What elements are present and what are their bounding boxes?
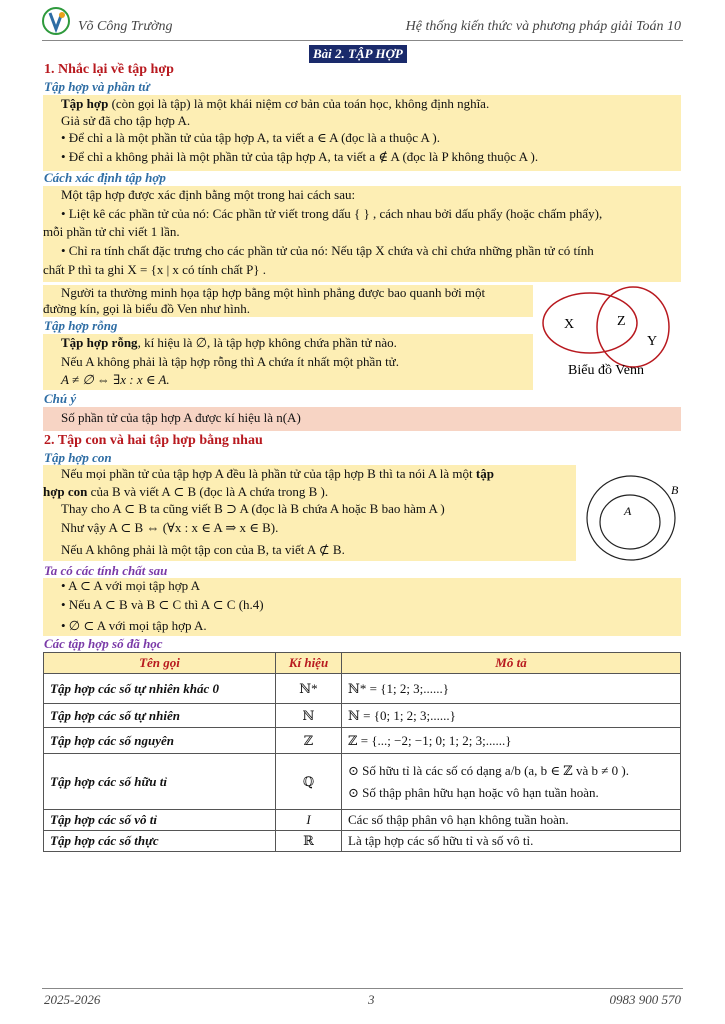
row-symbol: ℝ [276, 831, 342, 852]
row-symbol: ℕ [276, 704, 342, 728]
section-1-heading: 1. Nhắc lại về tập hợp [44, 62, 174, 77]
para-property: • Chỉ ra tính chất đặc trưng cho các phần tử của nó: Nếu tập X chứa và chỉ chứa những phần tử có tính [61, 243, 594, 258]
table-row [44, 810, 681, 831]
para-property-notation: chất P thì ta ghi X = {x | x có tính chất P} . [43, 262, 267, 277]
subheading-empty-set: Tập hợp rỗng [44, 318, 118, 333]
header-author: Võ Công Trường [78, 19, 173, 34]
venn-label-z: Z [617, 314, 626, 329]
box-note [43, 407, 681, 431]
para-list-elements: • Liệt kê các phần tử của nó: Các phần tử viết trong dấu { } , cách nhau bởi dấu phẩy (hoặc chấm phẩy), [61, 206, 603, 221]
box-empty-set [43, 334, 533, 390]
venn-label-x: X [564, 317, 575, 332]
box-define-set [43, 186, 681, 282]
set-term: Tập hợp [61, 96, 109, 111]
row-name: Tập hợp các số hữu tỉ [44, 754, 276, 810]
para-belongs: • Để chỉ a là một phần tử của tập hợp A, ta viết a ∈ A (đọc là a thuộc A ). [61, 130, 440, 145]
subheading-note: Chú ý [44, 391, 77, 406]
para-given-set: Giả sử đã cho tập hợp A. [61, 113, 191, 128]
table-row [44, 728, 681, 754]
table-header-row [44, 653, 681, 674]
col-header-name: Tên gọi [44, 653, 276, 674]
subheading-define-set: Cách xác định tập hợp [44, 170, 166, 185]
para-not-empty: Nếu A không phải là tập hợp rỗng thì A chứa ít nhất một phần tử. [61, 354, 399, 369]
logo-icon [42, 7, 70, 35]
footer-phone: 0983 900 570 [609, 992, 681, 1007]
table-row [44, 754, 681, 810]
para-venn-1: Người ta thường minh họa tập hợp bằng một hình phẳng được bao quanh bởi một [61, 285, 486, 300]
row-symbol: I [276, 810, 342, 831]
row-name: Tập hợp các số nguyên [44, 728, 276, 754]
para-set-def [61, 96, 489, 112]
set-def-text: (còn gọi là tập) là một khái niệm cơ bản của toán học, không định nghĩa. [108, 96, 490, 111]
box-subset [43, 465, 576, 561]
subheading-subset: Tập hợp con [44, 450, 112, 465]
header-divider [42, 40, 683, 41]
para-subset-equiv: Như vậy A ⊂ B ⇔ (∀x : x ∈ A ⇒ x ∈ B). [61, 520, 279, 535]
row-symbol: ℤ [276, 728, 342, 754]
para-not-empty-formula: A ≠ ∅ ⇔ ∃x : x ∈ A. [61, 372, 170, 387]
para-list-once: mỗi phần tử chỉ viết 1 lần. [43, 224, 180, 239]
row-desc: ℤ = {...; −2; −1; 0; 1; 2; 3;......} [342, 728, 681, 754]
row-name: Tập hợp các số tự nhiên khác 0 [44, 674, 276, 704]
table-row [44, 674, 681, 704]
para-subset-def-1 [61, 466, 494, 482]
section-2-heading: 2. Tập con và hai tập hợp bằng nhau [44, 433, 263, 448]
subset-term-1: tập [475, 466, 494, 481]
row-name: Tập hợp các số tự nhiên [44, 704, 276, 728]
row-desc-2: ⊙ Số thập phân hữu hạn hoặc vô hạn tuần hoàn. [348, 784, 599, 800]
lesson-title: Bài 2. TẬP HỢP [309, 45, 407, 63]
para-superset: Thay cho A ⊂ B ta cũng viết B ⊃ A (đọc là B chứa A hoặc B bao hàm A ) [61, 501, 445, 516]
para-empty-def [61, 335, 397, 351]
para-subset-def-2 [43, 484, 328, 500]
table-row [44, 831, 681, 852]
box-set-element [43, 95, 681, 171]
para-venn-2: đường kín, gọi là biểu đồ Ven như hình. [43, 301, 251, 316]
box-venn-text [43, 285, 533, 317]
row-desc: Các số thập phân vô hạn không tuần hoàn. [342, 810, 681, 831]
subset-def-text-2: của B và viết A ⊂ B (đọc là A chứa trong B ). [87, 484, 329, 499]
para-two-ways: Một tập hợp được xác định bằng một trong hai cách sau: [61, 187, 356, 202]
row-desc: Là tập hợp các số hữu tỉ và số vô tỉ. [342, 831, 681, 852]
row-desc-cell [342, 754, 681, 810]
row-symbol: ℚ [276, 754, 342, 810]
empty-set-text: , kí hiệu là ∅, là tập hợp không chứa phần tử nào. [137, 335, 397, 350]
prop-item: • A ⊂ A với mọi tập hợp A [61, 578, 200, 593]
para-note: Số phần tử của tập hợp A được kí hiệu là n(A) [61, 410, 301, 425]
venn-label-y: Y [647, 334, 658, 349]
row-name: Tập hợp các số thực [44, 831, 276, 852]
row-desc: ℕ = {0; 1; 2; 3;......} [342, 704, 681, 728]
row-desc: ⊙ Số hữu tỉ là các số có dạng a/b (a, b ∈ ℤ và b ≠ 0 ). [348, 762, 630, 778]
para-not-subset: Nếu A không phải là một tập con của B, ta viết A ⊄ B. [61, 542, 345, 557]
subset-term-2: hợp con [43, 484, 88, 499]
footer-divider [42, 988, 683, 989]
subset-label-a: A [624, 504, 632, 518]
venn-ellipse-y [597, 287, 669, 367]
col-header-desc: Mô tả [342, 653, 681, 674]
venn-caption: Biểu đồ Venn [568, 363, 644, 378]
subheading-number-sets: Các tập hợp số đã học [44, 636, 163, 651]
footer-year: 2025-2026 [44, 992, 101, 1007]
subset-label-b: B [671, 483, 679, 497]
subheading-set-element: Tập hợp và phần tử [44, 79, 150, 94]
venn-diagram [538, 285, 688, 390]
col-header-symbol: Kí hiệu [276, 653, 342, 674]
row-name: Tập hợp các số vô tỉ [44, 810, 276, 831]
number-sets-table [43, 652, 681, 852]
empty-set-term: Tập hợp rỗng [61, 335, 138, 350]
para-not-belongs: • Để chỉ a không phải là một phần tử của tập hợp A, ta viết a ∉ A (đọc là P không thuộc A ). [61, 149, 539, 164]
header-title: Hệ thống kiến thức và phương pháp giải Toán 10 [405, 19, 681, 34]
table-row [44, 704, 681, 728]
row-symbol: ℕ* [276, 674, 342, 704]
box-properties [43, 578, 681, 636]
subheading-properties: Ta có các tính chất sau [44, 563, 168, 578]
subset-diagram [585, 470, 685, 565]
row-desc: ℕ* = {1; 2; 3;......} [342, 674, 681, 704]
subset-def-text: Nếu mọi phần tử của tập hợp A đều là phần tử của tập hợp B thì ta nói A là một [61, 466, 476, 481]
prop-item: • Nếu A ⊂ B và B ⊂ C thì A ⊂ C (h.4) [61, 597, 264, 612]
prop-item: • ∅ ⊂ A với mọi tập hợp A. [61, 618, 207, 633]
page-number: 3 [368, 992, 375, 1007]
